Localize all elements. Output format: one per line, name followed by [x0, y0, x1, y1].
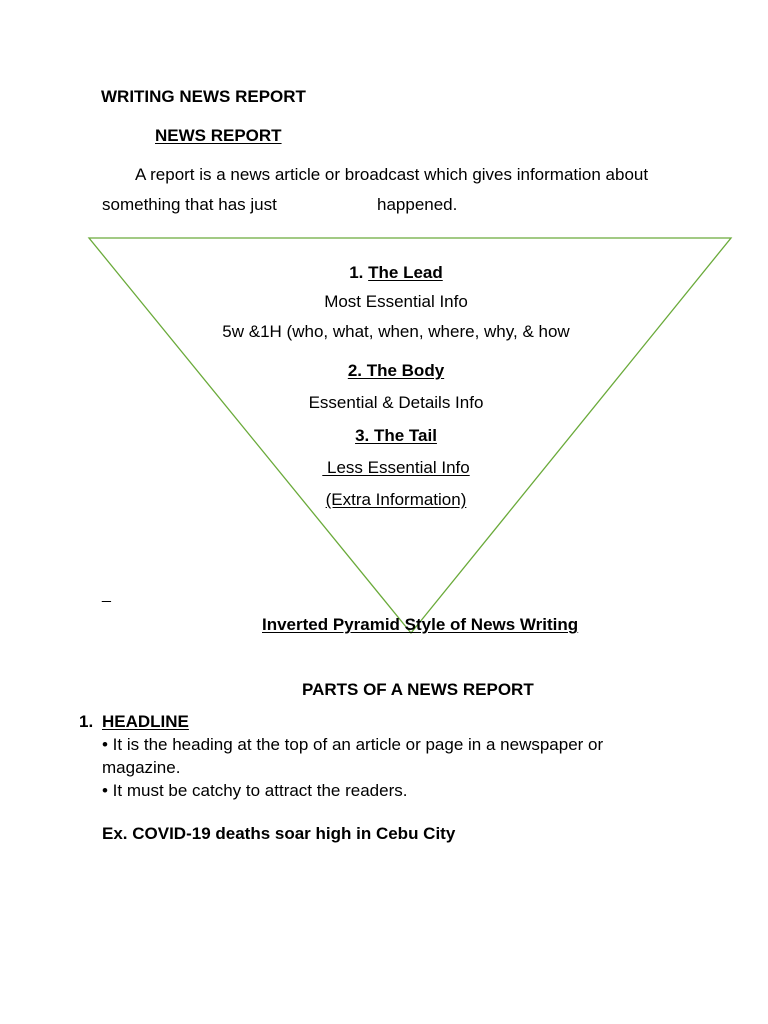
intro-text-line-2: something that has just [102, 195, 277, 214]
intro-text-line-2-end: happened. [377, 195, 458, 214]
tail-extra: (Extra Information) [325, 490, 467, 509]
lead-heading [176, 263, 616, 283]
page-title: WRITING NEWS REPORT [101, 87, 306, 106]
section-title: NEWS REPORT [155, 126, 282, 145]
lead-detail: 5w &1H (who, what, when, where, why, & how [222, 322, 570, 341]
tail-heading: 3. The Tail [355, 426, 437, 445]
lead-label: The Lead [368, 263, 443, 282]
body-heading: 2. The Body [347, 361, 445, 380]
diagram-caption: Inverted Pyramid Style of News Writing [262, 615, 579, 634]
list-item: • It must be catchy to attract the readers. [102, 781, 408, 800]
tail-description: Less Essential Info [322, 458, 470, 477]
intro-text-line-1: A report is a news article or broadcast which gives information about [135, 165, 649, 184]
parts-title: PARTS OF A NEWS REPORT [302, 680, 534, 699]
list-number: 1. [79, 712, 94, 731]
headline-label: HEADLINE [102, 712, 189, 731]
headline-example: Ex. COVID-19 deaths soar high in Cebu City [102, 824, 456, 843]
body-description: Essential & Details Info [308, 393, 484, 412]
lead-number: 1. [349, 263, 364, 282]
dash-mark: _ [102, 586, 111, 603]
lead-description: Most Essential Info [324, 292, 468, 311]
list-item: • It is the heading at the top of an article or page in a newspaper or magazine. [102, 735, 604, 777]
